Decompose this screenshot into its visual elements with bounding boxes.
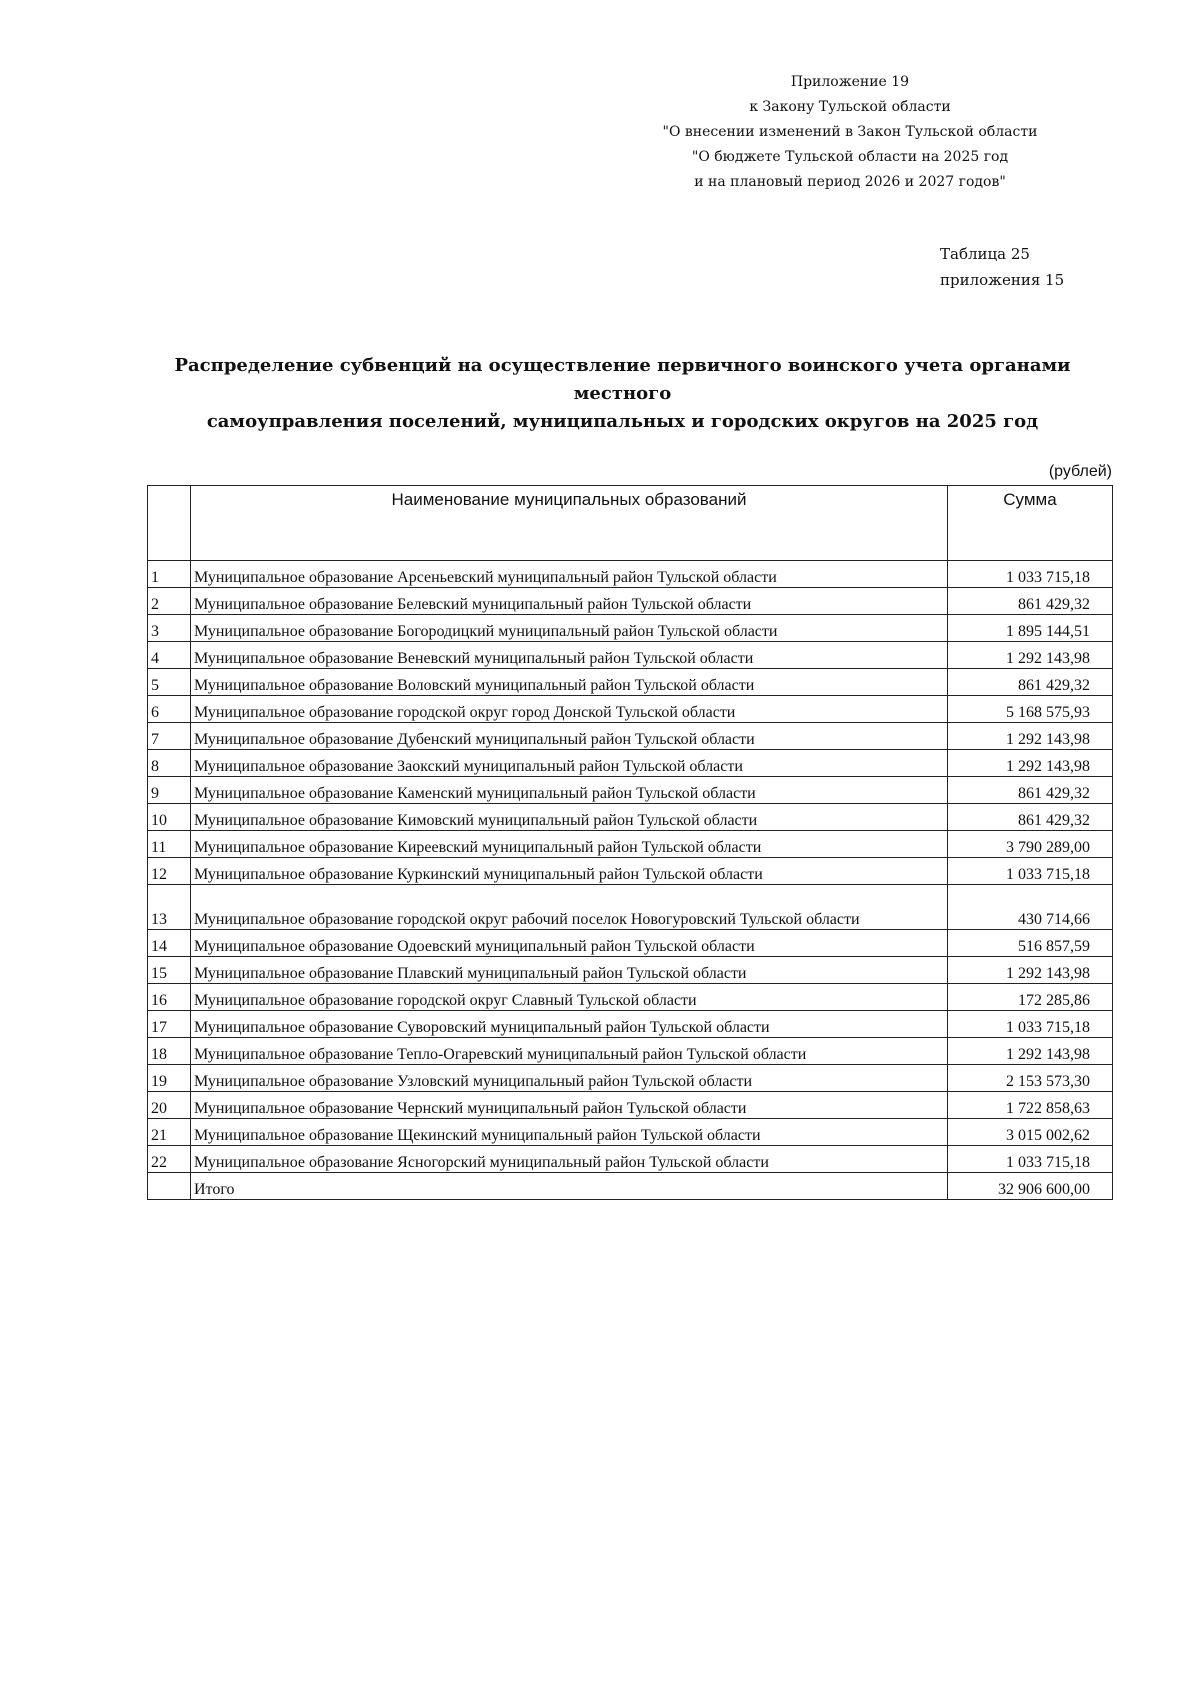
row-number: 22 (148, 1146, 191, 1173)
total-number (148, 1173, 191, 1200)
table-row (148, 957, 1113, 984)
row-number: 3 (148, 615, 191, 642)
row-amount: 1 033 715,18 (948, 561, 1113, 588)
table-row (148, 777, 1113, 804)
row-amount: 1 895 144,51 (948, 615, 1113, 642)
row-name: Муниципальное образование Арсеньевский муниципальный район Тульской области (191, 561, 948, 588)
row-amount: 516 857,59 (948, 930, 1113, 957)
row-name: Муниципальное образование Щекинский муниципальный район Тульской области (191, 1119, 948, 1146)
table-body (148, 561, 1113, 1200)
row-number: 4 (148, 642, 191, 669)
row-number: 6 (148, 696, 191, 723)
row-number: 10 (148, 804, 191, 831)
table-row (148, 858, 1113, 885)
document-title-line: самоуправления поселений, муниципальных и городских округов на 2025 год (206, 411, 1039, 432)
table-row (148, 1011, 1113, 1038)
row-amount: 2 153 573,30 (948, 1065, 1113, 1092)
row-number: 18 (148, 1038, 191, 1065)
row-number: 8 (148, 750, 191, 777)
row-name: Муниципальное образование Узловский муниципальный район Тульской области (191, 1065, 948, 1092)
appendix-header (640, 70, 1060, 195)
row-name: Муниципальное образование Веневский муниципальный район Тульской области (191, 642, 948, 669)
table-reference (940, 241, 1100, 293)
row-amount: 861 429,32 (948, 804, 1113, 831)
row-name: Муниципальное образование Киреевский муниципальный район Тульской области (191, 831, 948, 858)
row-amount: 1 033 715,18 (948, 1011, 1113, 1038)
table-row (148, 642, 1113, 669)
row-name: Муниципальное образование Богородицкий муниципальный район Тульской области (191, 615, 948, 642)
table-row (148, 1065, 1113, 1092)
row-number: 21 (148, 1119, 191, 1146)
row-number: 20 (148, 1092, 191, 1119)
row-number: 9 (148, 777, 191, 804)
row-number: 11 (148, 831, 191, 858)
row-number: 14 (148, 930, 191, 957)
row-number: 16 (148, 984, 191, 1011)
row-amount: 861 429,32 (948, 588, 1113, 615)
table-row (148, 588, 1113, 615)
row-name: Муниципальное образование Чернский муниципальный район Тульской области (191, 1092, 948, 1119)
row-name: Муниципальное образование Плавский муниципальный район Тульской области (191, 957, 948, 984)
row-number: 17 (148, 1011, 191, 1038)
table-row (148, 750, 1113, 777)
row-amount: 1 033 715,18 (948, 858, 1113, 885)
row-name: Муниципальное образование Дубенский муниципальный район Тульской области (191, 723, 948, 750)
row-amount: 861 429,32 (948, 777, 1113, 804)
table-row (148, 615, 1113, 642)
row-name: Муниципальное образование Белевский муниципальный район Тульской области (191, 588, 948, 615)
row-name: Муниципальное образование Воловский муниципальный район Тульской области (191, 669, 948, 696)
row-amount: 1 292 143,98 (948, 1038, 1113, 1065)
appendix-line: и на плановый период 2026 и 2027 годов" (694, 174, 1006, 190)
row-name: Муниципальное образование городской округ Славный Тульской области (191, 984, 948, 1011)
table-row (148, 1146, 1113, 1173)
row-amount: 172 285,86 (948, 984, 1113, 1011)
table-row (148, 669, 1113, 696)
table-row (148, 723, 1113, 750)
row-amount: 1 292 143,98 (948, 723, 1113, 750)
total-row (148, 1173, 1113, 1200)
row-number: 12 (148, 858, 191, 885)
header-amount: Сумма (948, 486, 1113, 561)
row-amount: 1 292 143,98 (948, 642, 1113, 669)
row-number: 19 (148, 1065, 191, 1092)
row-number: 13 (148, 885, 191, 930)
row-name: Муниципальное образование городской округ рабочий поселок Новогуровский Тульской области (191, 885, 948, 930)
document-title-line: Распределение субвенций на осуществление первичного воинского учета органами местного (174, 355, 1071, 404)
row-amount: 1 292 143,98 (948, 957, 1113, 984)
row-amount: 3 790 289,00 (948, 831, 1113, 858)
table-row (148, 930, 1113, 957)
row-name: Муниципальное образование Каменский муниципальный район Тульской области (191, 777, 948, 804)
row-amount: 1 722 858,63 (948, 1092, 1113, 1119)
subsidy-table (147, 485, 1113, 1200)
document-title (140, 352, 1105, 436)
row-name: Муниципальное образование Куркинский муниципальный район Тульской области (191, 858, 948, 885)
total-amount: 32 906 600,00 (948, 1173, 1113, 1200)
row-name: Муниципальное образование Кимовский муниципальный район Тульской области (191, 804, 948, 831)
row-amount: 1 033 715,18 (948, 1146, 1113, 1173)
row-name: Муниципальное образование Заокский муниципальный район Тульской области (191, 750, 948, 777)
row-name: Муниципальное образование Ясногорский муниципальный район Тульской области (191, 1146, 948, 1173)
row-name: Муниципальное образование Одоевский муниципальный район Тульской области (191, 930, 948, 957)
row-amount: 5 168 575,93 (948, 696, 1113, 723)
table-row (148, 1092, 1113, 1119)
row-name: Муниципальное образование Суворовский муниципальный район Тульской области (191, 1011, 948, 1038)
table-reference-line: Таблица 25 (940, 245, 1030, 263)
appendix-line: к Закону Тульской области (749, 99, 951, 115)
row-number: 7 (148, 723, 191, 750)
row-name: Муниципальное образование Тепло-Огаревский муниципальный район Тульской области (191, 1038, 948, 1065)
appendix-line: "О внесении изменений в Закон Тульской области (662, 124, 1038, 140)
table-row (148, 885, 1113, 930)
table-row (148, 696, 1113, 723)
table-row (148, 804, 1113, 831)
row-number: 15 (148, 957, 191, 984)
row-number: 5 (148, 669, 191, 696)
table-reference-line: приложения 15 (940, 271, 1065, 289)
row-amount: 1 292 143,98 (948, 750, 1113, 777)
table-row (148, 831, 1113, 858)
row-number: 2 (148, 588, 191, 615)
units-label: (рублей) (1048, 463, 1112, 480)
row-amount: 3 015 002,62 (948, 1119, 1113, 1146)
table-row (148, 1119, 1113, 1146)
header-number (148, 486, 191, 561)
row-number: 1 (148, 561, 191, 588)
row-amount: 430 714,66 (948, 885, 1113, 930)
appendix-line: Приложение 19 (790, 74, 910, 90)
table-row (148, 1038, 1113, 1065)
table-row (148, 561, 1113, 588)
row-name: Муниципальное образование городской округ город Донской Тульской области (191, 696, 948, 723)
appendix-line: "О бюджете Тульской области на 2025 год (691, 149, 1009, 165)
table-header-row (148, 486, 1113, 561)
header-name: Наименование муниципальных образований (191, 486, 948, 561)
row-amount: 861 429,32 (948, 669, 1113, 696)
table-row (148, 984, 1113, 1011)
total-label: Итого (191, 1173, 948, 1200)
